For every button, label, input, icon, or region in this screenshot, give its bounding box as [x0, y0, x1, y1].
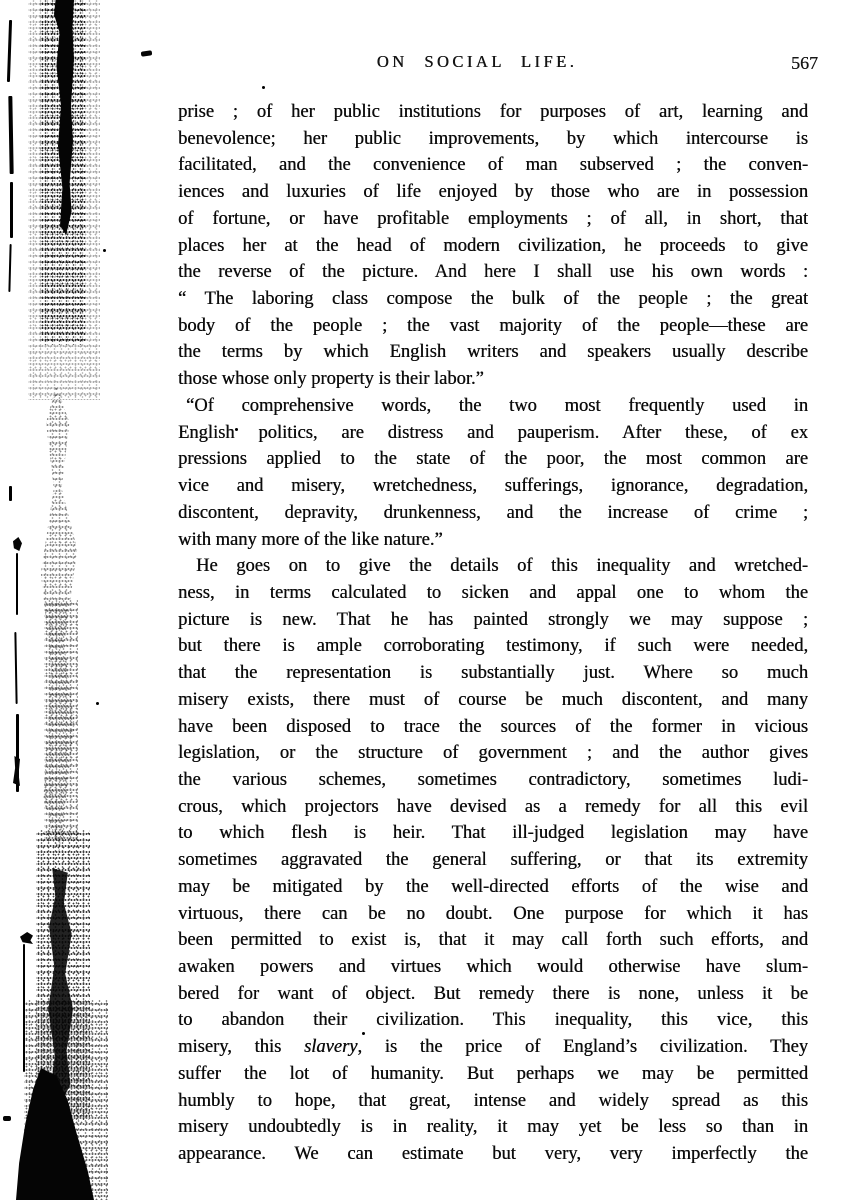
text-line: prise ; of her public institutions for purposes of art, learning and	[178, 102, 808, 122]
text-line-with-italic	[178, 1034, 808, 1061]
text-line: awaken powers and virtues which would otherwise have slum-	[178, 957, 808, 977]
running-title: ON SOCIAL LIFE.	[376, 52, 578, 71]
text-line: body of the people ; the vast majority of the people—these are	[178, 315, 808, 336]
text-line: crous, which projectors have devised as a remedy for all this evil	[178, 796, 808, 817]
text-line: virtuous, there can be no doubt. One purpose for which it has	[178, 903, 808, 924]
scan-artifact-thread	[7, 20, 12, 82]
text-line: iences and luxuries of life enjoyed by those who are in possession	[178, 182, 808, 203]
text-line: legislation, or the structure of government ; and the author gives	[178, 743, 808, 764]
text-line: may be mitigated by the well-directed efforts of the wise and	[178, 876, 808, 897]
text-line: but there is ample corroborating testimony, if such were needed,	[178, 636, 808, 657]
text-body	[178, 99, 808, 1168]
scan-artifact-cloud-mid2	[44, 600, 78, 840]
text-line: appearance. We can estimate but very, very imperfectly the	[178, 1144, 808, 1165]
scan-artifact-thread	[23, 944, 25, 1072]
scan-artifact-dash	[3, 1116, 11, 1121]
scan-artifact-dash	[141, 50, 153, 56]
text-line: He goes on to give the details of this inequality and wretched-	[196, 556, 808, 577]
text-line: humbly to hope, that great, intense and widely spread as this	[178, 1090, 808, 1111]
text-line: suffer the lot of humanity. But perhaps we may be permitted	[178, 1063, 808, 1084]
text-line: “ The laboring class compose the bulk of the people ; the great	[178, 289, 808, 310]
text-line: facilitated, and the convenience of man subserved ; the conven-	[178, 155, 808, 176]
text-line: have been disposed to trace the sources of the former in vicious	[178, 716, 808, 737]
scan-artifact-tick	[9, 486, 12, 501]
text-line: the reverse of the picture. And here I shall use his own words :	[178, 262, 808, 283]
text-line: the various schemes, sometimes contradictory, sometimes ludi-	[178, 769, 808, 790]
text-line: misery undoubtedly is in reality, it may yet be less so than in	[178, 1117, 808, 1138]
text-line: pressions applied to the state of the poor, the most common are	[178, 449, 808, 470]
text-segment: , is the price of England’s civilization. They	[357, 1037, 808, 1058]
text-line: to abandon their civilization. This inequality, this vice, this	[178, 1010, 808, 1031]
scan-artifact-thread	[10, 182, 13, 238]
text-line: picture is new. That he has painted strongly we may suppose ;	[178, 609, 808, 630]
text-line: sometimes aggravated the general suffering, or that its extremity	[178, 850, 808, 871]
scan-artifact-thread	[16, 553, 18, 615]
text-line: been permitted to exist is, that it may call forth such efforts, and	[178, 930, 808, 951]
text-line: with many more of the like nature.”	[178, 529, 443, 550]
text-line: places her at the head of modern civilization, he proceeds to give	[178, 235, 808, 256]
scan-artifact-thread	[8, 244, 11, 292]
text-line: misery exists, there must of course be much discontent, and many	[178, 689, 808, 710]
text-line: English politics, are distress and pauperism. After these, of ex	[178, 422, 808, 443]
text-line: ness, in terms calculated to sicken and appal one to whom the	[178, 582, 808, 603]
text-line: that the representation is substantially just. Where so much	[178, 663, 808, 684]
scan-artifact-dot	[96, 702, 99, 705]
scan-artifact-thread	[14, 632, 17, 704]
text-line: of fortune, or have profitable employments ; of all, in short, that	[178, 208, 808, 229]
page-header	[178, 52, 818, 80]
text-line: those whose only property is their labor.”	[178, 369, 484, 390]
text-line: the terms by which English writers and speakers usually describe	[178, 342, 808, 363]
italic-word: slavery	[303, 1037, 358, 1058]
text-line: bered for want of object. But remedy there is none, unless it be	[178, 983, 808, 1004]
scan-artifact-thread	[8, 96, 13, 174]
text-line: vice and misery, wretchedness, sufferings, ignorance, degradation,	[178, 476, 808, 497]
text-line: benevolence; her public improvements, by which intercourse is	[178, 128, 808, 149]
scan-artifact-blob-small	[20, 932, 33, 944]
text-line: “Of comprehensive words, the two most frequently used in	[186, 395, 808, 416]
text-segment: misery, this	[178, 1037, 304, 1058]
page-number: 567	[791, 53, 818, 73]
scan-artifact-blob-small	[13, 537, 22, 551]
scan-artifact-dot	[262, 86, 265, 89]
text-line: to which flesh is heir. That ill-judged legislation may have	[178, 823, 808, 844]
text-line: discontent, depravity, drunkenness, and the increase of crime ;	[178, 502, 808, 523]
scan-artifact-dot	[103, 249, 106, 252]
